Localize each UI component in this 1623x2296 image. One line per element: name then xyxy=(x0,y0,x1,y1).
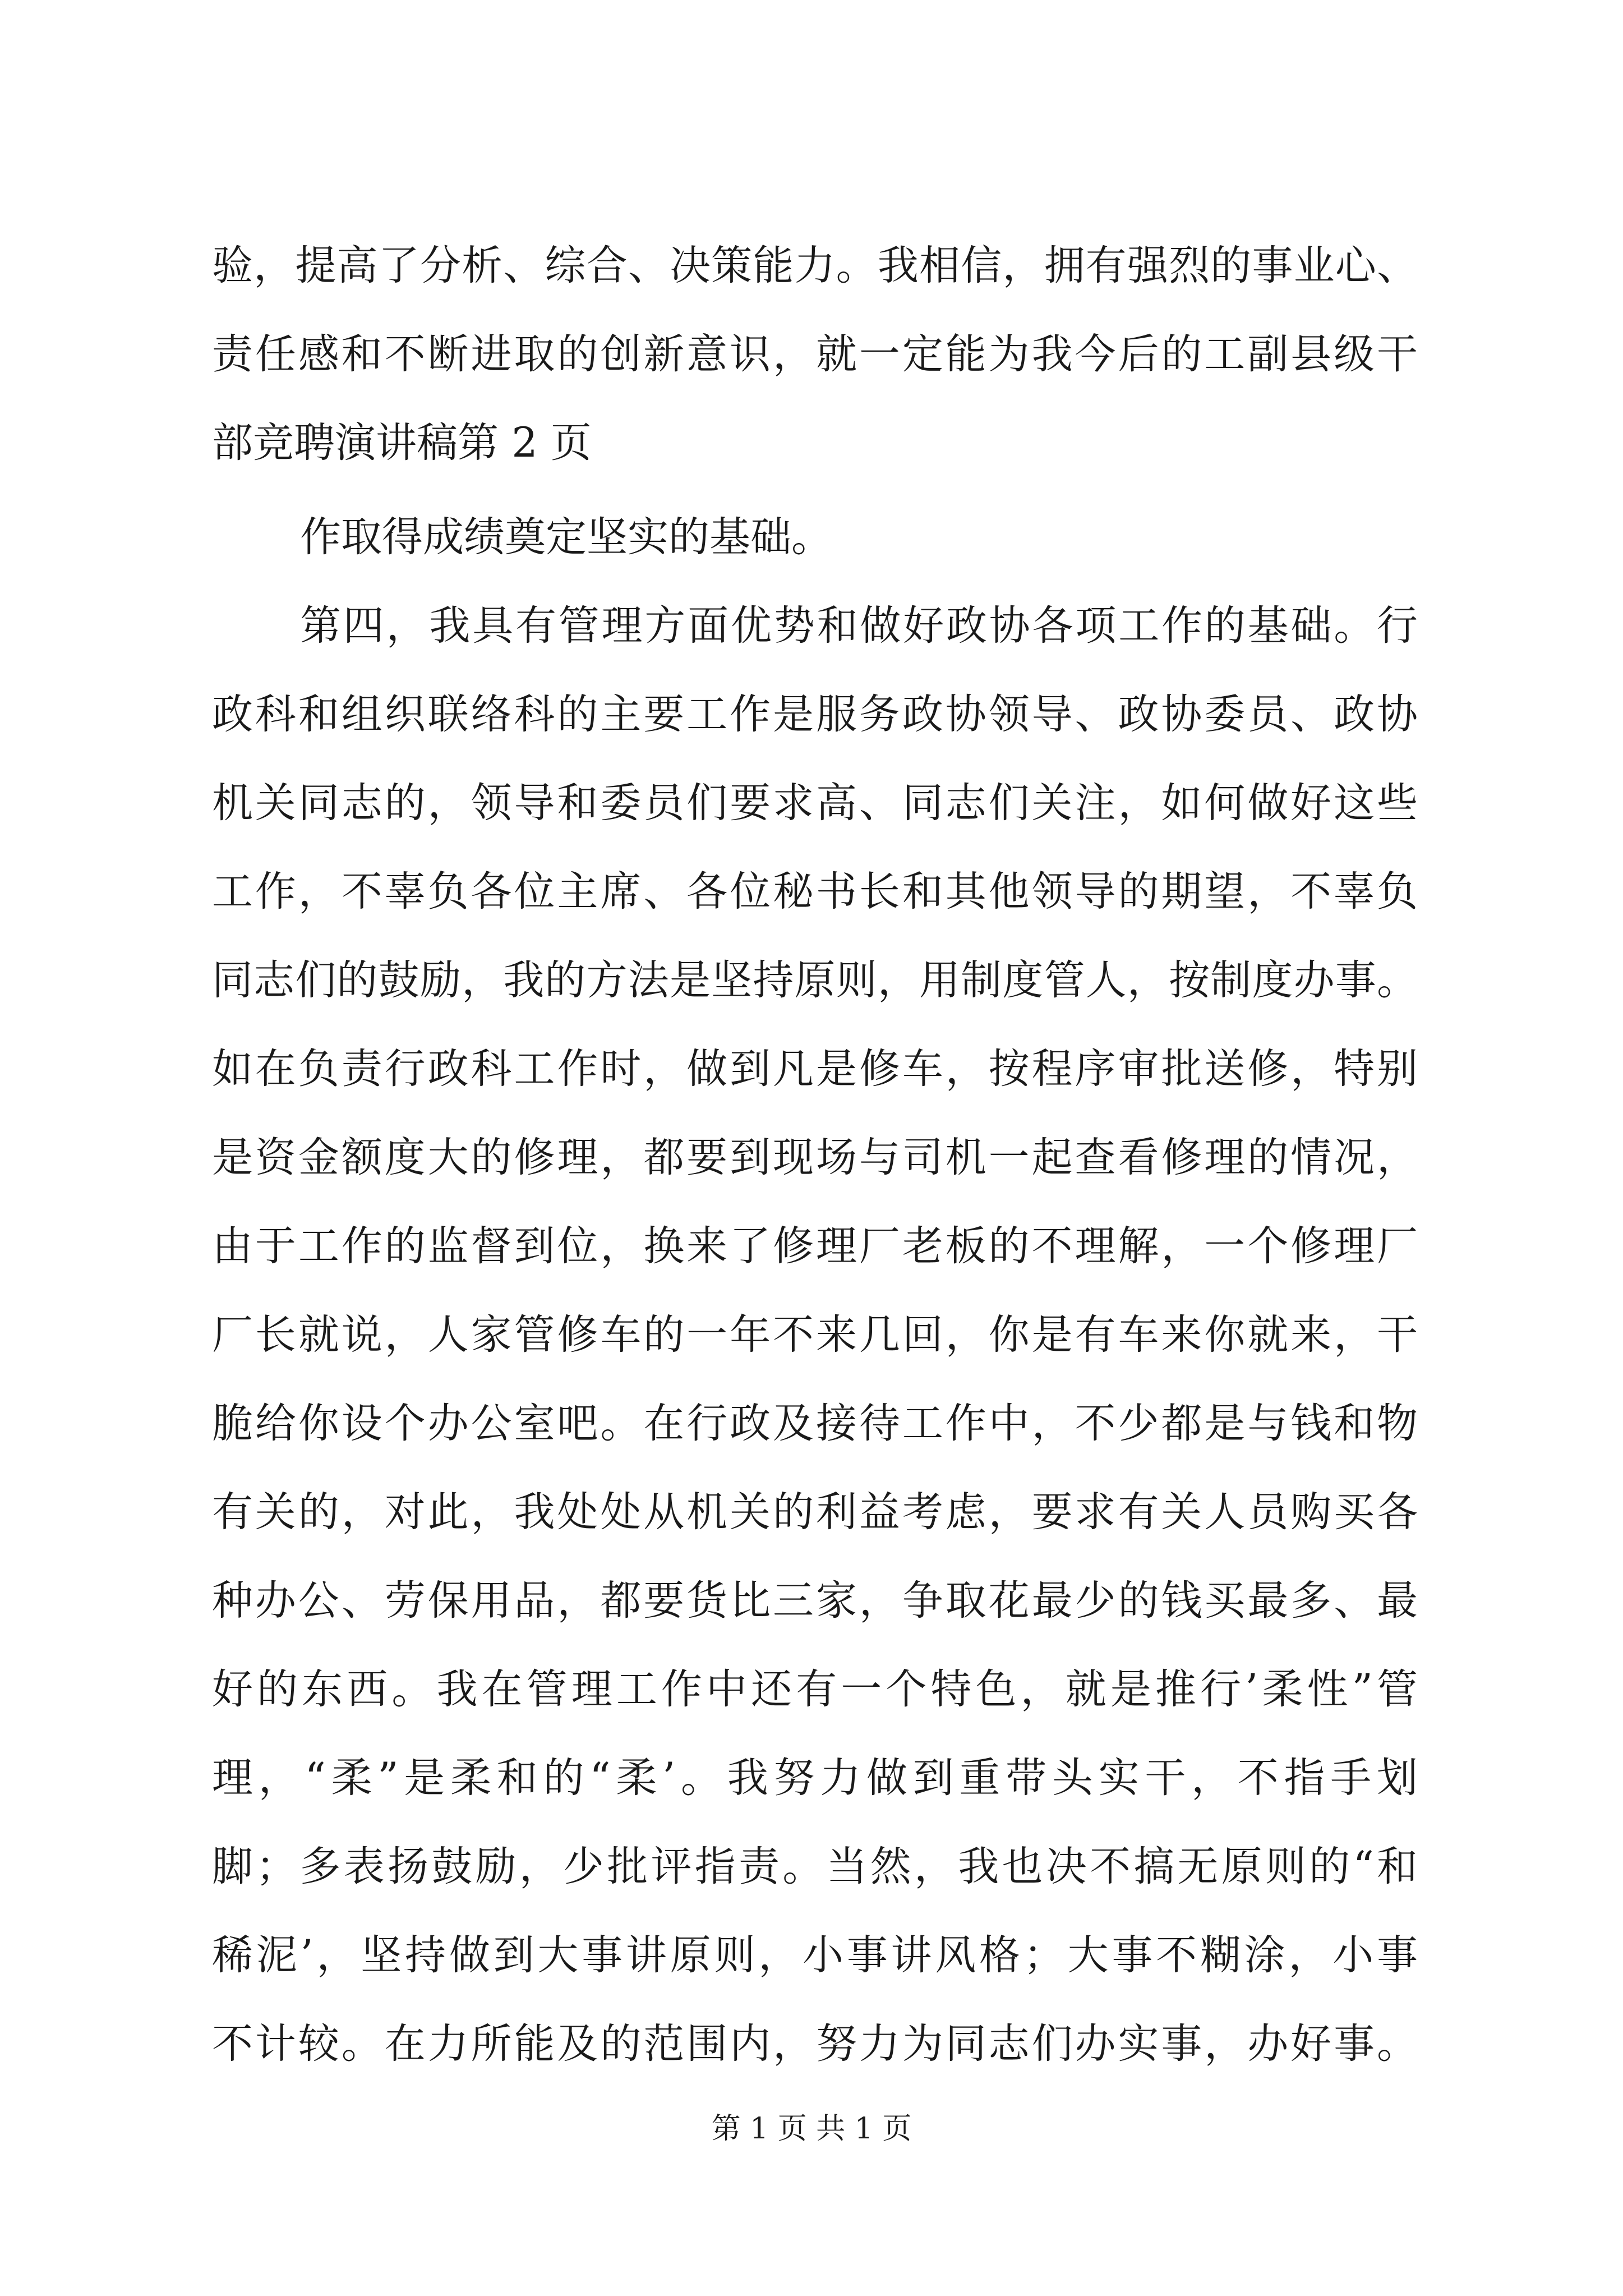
text-line: 厂长就说，人家管修车的一年不来几回，你是有车来你就来，干 xyxy=(212,1311,1418,1359)
text-line: 由于工作的监督到位，换来了修理厂老板的不理解，一个修理厂 xyxy=(212,1222,1418,1270)
text-line: 部竞聘演讲稿第 2 页 xyxy=(212,419,592,467)
text-line: 机关同志的，领导和委员们要求高、同志们关注，如何做好这些 xyxy=(212,779,1418,827)
text-line: 政科和组织联络科的主要工作是服务政协领导、政协委员、政协 xyxy=(212,691,1418,738)
text-line: 如在负责行政科工作时，做到凡是修车，按程序审批送修，特别 xyxy=(212,1045,1418,1093)
text-line: 作取得成绩奠定坚实的基础。 xyxy=(300,513,832,561)
document-body xyxy=(212,222,1418,2088)
text-line: 脚；多表扬鼓励，少批评指责。当然，我也决不搞无原则的“和 xyxy=(212,1843,1418,1890)
page-footer xyxy=(0,2109,1623,2148)
paragraph-first-line: 第四，我具有管理方面优势和做好政协各项工作的基础。行 xyxy=(300,602,1418,650)
text-line: 是资金额度大的修理，都要到现场与司机一起查看修理的情况， xyxy=(212,1134,1418,1181)
text-line: 脆给你设个办公室吧。在行政及接待工作中，不少都是与钱和物 xyxy=(212,1400,1418,1447)
text-line: 不计较。在力所能及的范围内，努力为同志们办实事，办好事。 xyxy=(212,2020,1418,2068)
page-number-label: 第 1 页 共 1 页 xyxy=(711,2112,912,2146)
text-line: 验，提高了分析、综合、决策能力。我相信，拥有强烈的事业心、 xyxy=(212,242,1418,289)
text-line: 好的东西。我在管理工作中还有一个特色，就是推行’柔性”管 xyxy=(212,1665,1418,1713)
text-line: 稀泥’，坚持做到大事讲原则，小事讲风格；大事不糊涂，小事 xyxy=(212,1931,1418,1979)
text-line: 种办公、劳保用品，都要货比三家，争取花最少的钱买最多、最 xyxy=(212,1577,1418,1625)
text-line: 工作，不辜负各位主席、各位秘书长和其他领导的期望，不辜负 xyxy=(212,868,1418,915)
text-line: 同志们的鼓励，我的方法是坚持原则，用制度管人，按制度办事。 xyxy=(212,956,1418,1004)
text-line: 有关的，对此，我处处从机关的利益考虑，要求有关人员购买各 xyxy=(212,1488,1418,1536)
text-line: 理，“柔”是柔和的“柔’。我努力做到重带头实干，不指手划 xyxy=(212,1754,1418,1802)
text-line: 责任感和不断进取的创新意识，就一定能为我今后的工副县级干 xyxy=(212,330,1418,378)
